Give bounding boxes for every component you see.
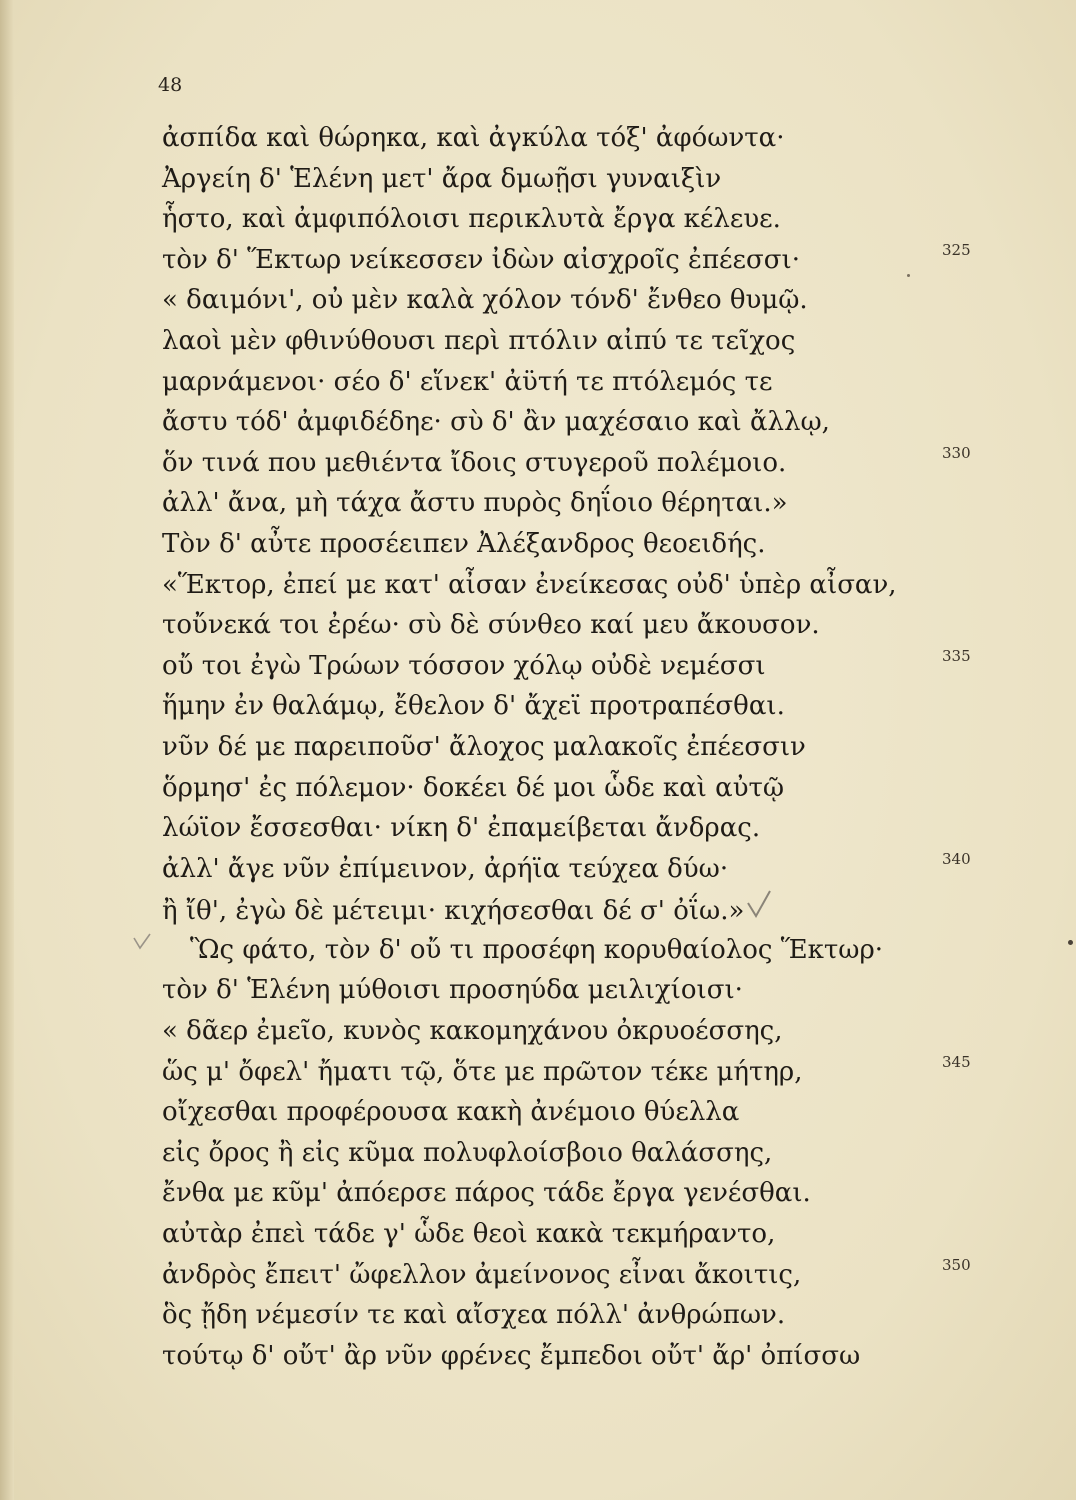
verse-line-text: ἀλλ' ἄνα, μὴ τάχα ἄστυ πυρὸς δηΐοιο θέρηται.» — [162, 488, 788, 519]
verse-line-text: ἀλλ' ἄγε νῦν ἐπίμεινον, ἀρήϊα τεύχεα δύω· — [162, 853, 729, 884]
verse-line-text: τοὔνεκά τοι ἐρέω· σὺ δὲ σύνθεο καί μευ ἄκουσον. — [162, 610, 820, 641]
verse-line-text: οἴχεσθαι προφέρουσα κακὴ ἀνέμοιο θύελλα — [162, 1097, 740, 1128]
verse-line-text: « δᾶερ ἐμεῖο, κυνὸς κακομηχάνου ὀκρυοέσσης, — [162, 1016, 783, 1047]
verse-line — [162, 524, 1042, 565]
verse-line — [162, 1295, 1042, 1336]
margin-dot — [1068, 940, 1073, 945]
binding-edge — [0, 0, 14, 1500]
verse-line-text: ὃς ᾔδη νέμεσίν τε καὶ αἴσχεα πόλλ' ἀνθρώπων. — [162, 1300, 786, 1331]
check-mark-icon — [132, 932, 154, 954]
line-number: 345 — [942, 1052, 971, 1071]
line-number: 340 — [942, 849, 971, 868]
verse-line-text: λώϊον ἔσσεσθαι· νίκη δ' ἐπαμείβεται ἄνδρας. — [162, 813, 761, 844]
verse-line — [162, 727, 1042, 768]
verse-line — [162, 565, 1042, 606]
verse-line — [162, 240, 1042, 281]
verse-line-text: ἄστυ τόδ' ἀμφιδέδηε· σὺ δ' ἂν μαχέσαιο καὶ ἄλλῳ, — [162, 407, 830, 438]
line-number: 350 — [942, 1255, 971, 1274]
line-number: 325 — [942, 240, 971, 259]
verse-line — [162, 321, 1042, 362]
verse-line — [162, 483, 1042, 524]
verse-line — [162, 443, 1042, 484]
verse-line-text: νῦν δέ με παρειποῦσ' ἄλοχος μαλακοῖς ἐπέεσσιν — [162, 731, 806, 762]
verse-line — [162, 1173, 1042, 1214]
verse-line — [162, 1133, 1042, 1174]
verse-line — [162, 1011, 1042, 1052]
verse-line-text: μαρνάμενοι· σέο δ' εἵνεκ' ἀϋτή τε πτόλεμός τε — [162, 366, 773, 397]
verse-line-text: αὐτὰρ ἐπεὶ τάδε γ' ὧδε θεοὶ κακὰ τεκμήραντο, — [162, 1219, 776, 1250]
verse-line-text: ὅρμησ' ἐς πόλεμον· δοκέει δέ μοι ὧδε καὶ αὐτῷ — [162, 772, 785, 803]
verse-line — [162, 768, 1042, 809]
verse-line-text: ἧστο, καὶ ἀμφιπόλοισι περικλυτὰ ἔργα κέλευε. — [162, 204, 781, 235]
verse-line — [162, 605, 1042, 646]
verse-line-text: Ἀργείη δ' Ἑλένη μετ' ἄρα δμωῇσι γυναιξὶν — [162, 163, 722, 194]
verse-line-text: ἥμην ἐν θαλάμῳ, ἔθελον δ' ἄχεϊ προτραπέσθαι. — [162, 691, 785, 722]
check-mark-icon — [746, 889, 772, 919]
verse-line — [162, 199, 1042, 240]
verse-line-text: τὸν δ' Ἑλένη μύθοισι προσηύδα μειλιχίοισι· — [162, 975, 743, 1006]
verse-line-text: τὸν δ' Ἕκτωρ νείκεσσεν ἰδὼν αἰσχροῖς ἐπέεσσι· — [162, 244, 800, 275]
verse-line-text: εἰς ὄρος ἢ εἰς κῦμα πολυφλοίσβοιο θαλάσσης, — [162, 1137, 773, 1168]
verse-line — [162, 930, 1042, 971]
verse-line — [162, 402, 1042, 443]
verse-line-text: οὔ τοι ἐγὼ Τρώων τόσσον χόλῳ οὐδὲ νεμέσσι — [162, 650, 766, 681]
verse-line-text: ἔνθα με κῦμ' ἀπόερσε πάρος τάδε ἔργα γενέσθαι. — [162, 1178, 811, 1209]
verse-line — [162, 280, 1042, 321]
verse-line — [162, 1052, 1042, 1093]
verse-line-text: τούτῳ δ' οὔτ' ἂρ νῦν φρένες ἔμπεδοι οὔτ' ἄρ' ὀπίσσω — [162, 1340, 861, 1371]
verse-line — [162, 1092, 1042, 1133]
verse-line-text: « δαιμόνι', οὐ μὲν καλὰ χόλον τόνδ' ἔνθεο θυμῷ. — [162, 285, 808, 316]
page-number: 48 — [158, 74, 183, 96]
verse-text — [162, 118, 1042, 1376]
verse-line — [162, 362, 1042, 403]
verse-line — [162, 646, 1042, 687]
verse-line — [162, 1336, 1042, 1377]
verse-line — [162, 686, 1042, 727]
verse-line — [162, 889, 1042, 930]
verse-line-text: ὥς μ' ὄφελ' ἤματι τῷ, ὅτε με πρῶτον τέκε μήτηρ, — [162, 1056, 803, 1087]
verse-line — [162, 849, 1042, 890]
verse-line-text: ἀσπίδα καὶ θώρηκα, καὶ ἀγκύλα τόξ' ἀφόωντα· — [162, 123, 785, 153]
margin-dot — [907, 274, 910, 277]
verse-line — [162, 808, 1042, 849]
line-number: 330 — [942, 443, 971, 462]
verse-line-text: Τὸν δ' αὖτε προσέειπεν Ἀλέξανδρος θεοειδής. — [162, 528, 766, 559]
verse-line — [162, 970, 1042, 1011]
verse-line-text: «Ἕκτορ, ἐπεί με κατ' αἶσαν ἐνείκεσας οὐδ' ὑπὲρ αἶσαν, — [162, 569, 897, 600]
verse-line — [162, 118, 1042, 159]
line-number: 335 — [942, 646, 971, 665]
verse-line-text: Ὣς φάτο, τὸν δ' οὔ τι προσέφη κορυθαίολος Ἕκτωρ· — [190, 934, 884, 965]
verse-line — [162, 159, 1042, 200]
verse-line-text: λαοὶ μὲν φθινύθουσι περὶ πτόλιν αἰπύ τε τεῖχος — [162, 325, 796, 356]
verse-line — [162, 1214, 1042, 1255]
verse-line — [162, 1255, 1042, 1296]
verse-line-text: ἀνδρὸς ἔπειτ' ὤφελλον ἀμείνονος εἶναι ἄκοιτις, — [162, 1259, 802, 1290]
verse-line-text: ἢ ἴθ', ἐγὼ δὲ μέτειμι· κιχήσεσθαι δέ σ' ὀΐω.» — [162, 896, 745, 927]
verse-line-text: ὅν τινά που μεθιέντα ἴδοις στυγεροῦ πολέμοιο. — [162, 447, 787, 478]
